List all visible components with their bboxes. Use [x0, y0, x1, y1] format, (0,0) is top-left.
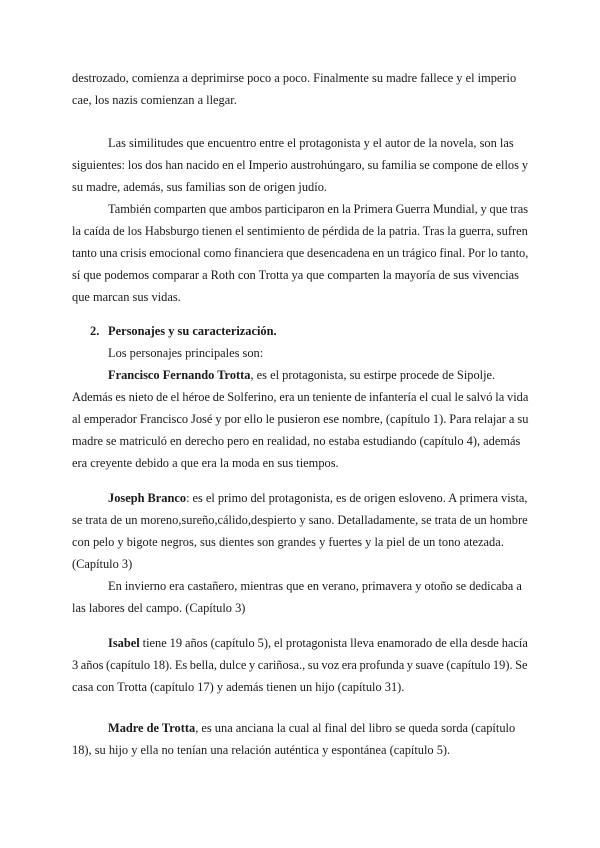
text-line: su madre, además, sus familias son de origen judío. — [72, 180, 327, 194]
character-joseph — [108, 487, 528, 509]
text-line: se trata de un moreno,sureño,cálido,despierto y sano. Detalladamente, se trata de un hombre — [72, 513, 528, 527]
character-text: : es el primo del protagonista, es de origen esloveno. A primera vista, — [186, 491, 528, 505]
character-text: tiene 19 años (capítulo 5), el protagonista lleva enamorado de ella desde hacía — [139, 636, 528, 650]
character-isabel — [108, 632, 528, 654]
text-line: las labores del campo. (Capítulo 3) — [72, 601, 246, 615]
text-line: la caída de los Habsburgo tienen el sentimiento de pérdida de la patria. Tras la guerra, sufren — [72, 224, 528, 238]
text-line: tanto una crisis emocional como financiera que desencadena en un trágico final. Por lo tanto, — [72, 246, 529, 260]
section-title: Personajes y su caracterización. — [108, 324, 277, 338]
character-text: , es una anciana la cual al final del libro se queda sorda (capítulo — [195, 721, 516, 735]
text-line: En invierno era castañero, mientras que en verano, primavera y otoño se dedicaba a — [108, 579, 522, 593]
text-line: 18), su hijo y ella no tenían una relación auténtica y espontánea (capítulo 5). — [72, 743, 451, 757]
text-line: También comparten que ambos participaron en la Primera Guerra Mundial, y que tras — [108, 202, 529, 216]
text-line: al emperador Francisco José y por ello le pusieron ese nombre, (capítulo 1). Para relajar a su — [72, 412, 529, 426]
character-madre — [108, 717, 528, 739]
text-line: con pelo y bigote negros, sus dientes son grandes y fuertes y la piel de un tono atezada. — [72, 535, 504, 549]
text-line: sí que podemos comparar a Roth con Trotta ya que comparten la mayoría de sus vivencias — [72, 268, 519, 282]
character-name: Isabel — [108, 636, 140, 650]
text-line: destrozado, comienza a deprimirse poco a poco. Finalmente su madre fallece y el imperio — [72, 71, 517, 85]
text-line: Además es nieto de el héroe de Solferino, era un teniente de infantería el cual le salvó la vida — [72, 390, 529, 404]
text-line: Las similitudes que encuentro entre el protagonista y el autor de la novela, son las — [108, 136, 514, 150]
text-line: madre se matriculó en derecho pero en realidad, no estaba estudiando (capítulo 4), además — [72, 434, 521, 448]
character-text: , es el protagonista, su estirpe procede de Sipolje. — [250, 368, 496, 382]
character-francisco — [108, 364, 528, 386]
text-line: siguientes: los dos han nacido en el Imperio austrohúngaro, su familia se compone de ellos y — [72, 158, 529, 172]
text-line: cae, los nazis comienzan a llegar. — [72, 93, 237, 107]
character-name: Madre de Trotta — [108, 721, 196, 735]
character-name: Francisco Fernando Trotta — [108, 368, 251, 382]
text-line: que marcan sus vidas. — [72, 290, 181, 304]
text-line: 3 años (capítulo 18). Es bella, dulce y cariñosa., su voz era profunda y suave (capítulo 19). Se — [72, 658, 528, 672]
text-line: (Capítulo 3) — [72, 557, 133, 571]
section-number: 2. — [90, 324, 100, 338]
text-line: casa con Trotta (capítulo 17) y además tienen un hijo (capítulo 31). — [72, 680, 405, 694]
section-intro: Los personajes principales son: — [108, 346, 264, 360]
character-name: Joseph Branco — [108, 491, 187, 505]
text-line: era creyente debido a que era la moda en sus tiempos. — [72, 456, 339, 470]
